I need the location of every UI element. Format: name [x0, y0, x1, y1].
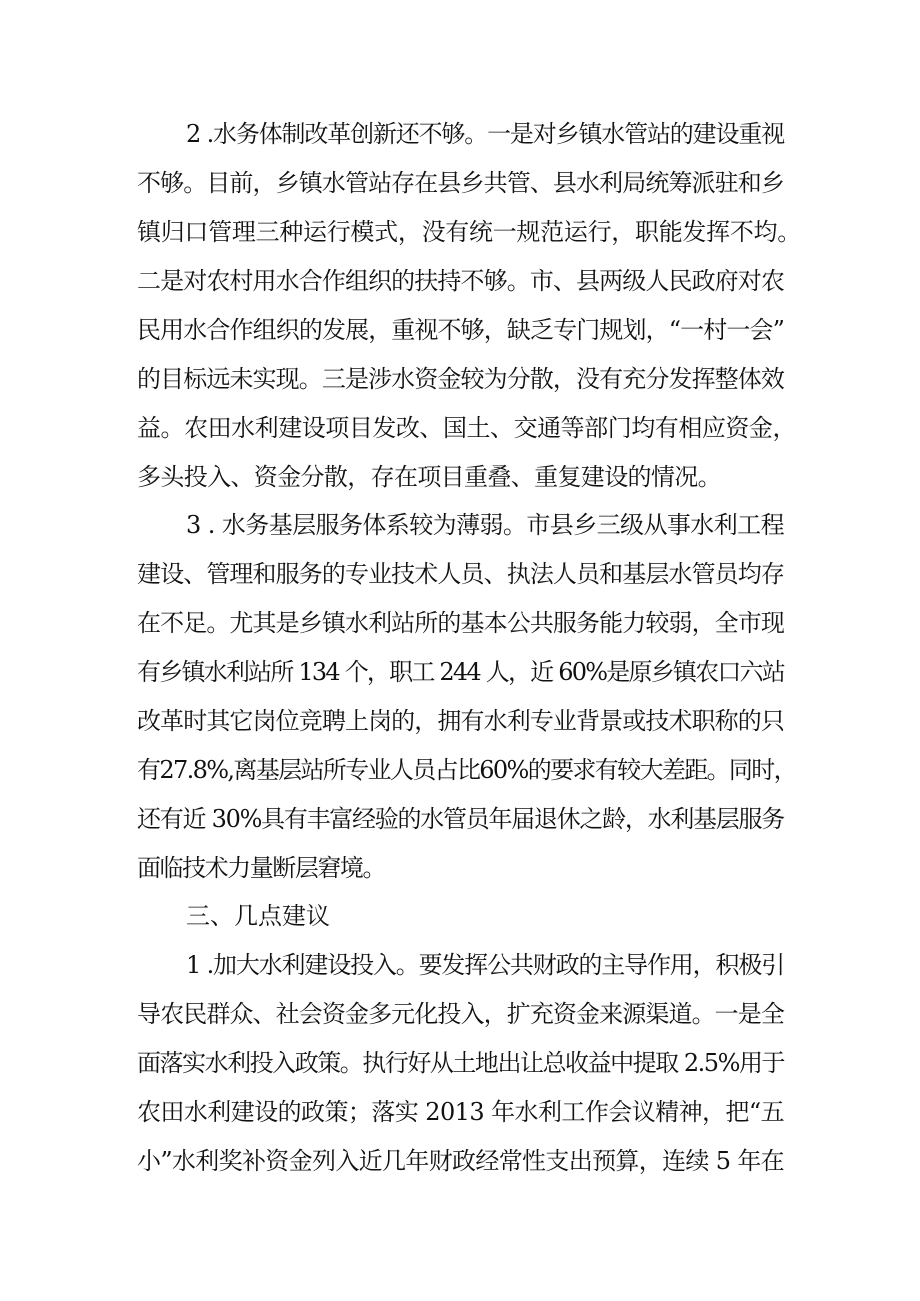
line-text: 面落实水利投入政策。执行好从土地出让总收益中提取 2.5%用于: [137, 1049, 784, 1077]
line-text: 导农民群众、社会资金多元化投入，扩充资金来源渠道。一是全: [137, 1000, 784, 1028]
section-heading: [0, 896, 920, 936]
line-text: 不够。目前，乡镇水管站存在县乡共管、县水利局统筹派驻和乡: [137, 169, 784, 197]
line-text: 二是对农村用水合作组织的扶持不够。市、县两级人民政府对农: [137, 267, 784, 295]
text-line: [0, 212, 920, 252]
line-text: 农田水利建设的政策；落实 2013 年水利工作会议精神，把“五: [137, 1098, 784, 1126]
text-line: [0, 359, 920, 399]
text-line: [0, 1092, 920, 1132]
text-line: [0, 603, 920, 643]
line-text: 在不足。尤其是乡镇水利站所的基本公共服务能力较弱，全市现: [137, 609, 784, 637]
line-text: 还有近 30%具有丰富经验的水管员年届退休之龄，水利基层服务: [137, 805, 784, 833]
text-line: [0, 799, 920, 839]
text-line: [0, 701, 920, 741]
text-line: [0, 1141, 920, 1181]
text-line: [0, 408, 920, 448]
text-line: [0, 1043, 920, 1083]
text-line: [0, 945, 920, 985]
text-line: [0, 505, 920, 545]
text-line: [0, 750, 920, 790]
line-text: 1 .加大水利建设投入。要发挥公共财政的主导作用，积极引: [186, 951, 784, 979]
section-heading-text: 三、几点建议: [186, 902, 330, 930]
text-line: [0, 114, 920, 154]
line-text: 益。农田水利建设项目发改、国土、交通等部门均有相应资金，: [137, 414, 797, 442]
line-text: 的目标远未实现。三是涉水资金较为分散，没有充分发挥整体效: [137, 365, 784, 393]
line-text: 3 . 水务基层服务体系较为薄弱。市县乡三级从事水利工程: [186, 511, 784, 539]
text-line: [0, 848, 920, 888]
text-line: [0, 554, 920, 594]
line-text: 改革时其它岗位竞聘上岗的，拥有水利专业背景或技术职称的只: [137, 707, 784, 735]
text-line: [0, 261, 920, 301]
line-text: 有27.8%,离基层站所专业人员占比60%的要求有较大差距。同时，: [137, 756, 796, 784]
line-text: 民用水合作组织的发展，重视不够，缺乏专门规划，“一村一会”: [137, 316, 784, 344]
text-line: [0, 457, 920, 497]
line-text: 小”水利奖补资金列入近几年财政经常性支出预算，连续 5 年在: [137, 1147, 784, 1175]
line-text: 面临技术力量断层窘境。: [137, 854, 385, 882]
line-text: 2 .水务体制改革创新还不够。一是对乡镇水管站的建设重视: [186, 120, 784, 148]
text-line: [0, 994, 920, 1034]
line-text: 镇归口管理三种运行模式，没有统一规范运行，职能发挥不均。: [137, 218, 801, 246]
text-line: [0, 163, 920, 203]
line-text: 建设、管理和服务的专业技术人员、执法人员和基层水管员均存: [137, 560, 784, 588]
text-line: [0, 652, 920, 692]
line-text: 有乡镇水利站所 134 个，职工 244 人，近 60%是原乡镇农口六站: [137, 658, 784, 686]
line-text: 多头投入、资金分散，存在项目重叠、重复建设的情况。: [137, 463, 721, 491]
text-line: [0, 310, 920, 350]
